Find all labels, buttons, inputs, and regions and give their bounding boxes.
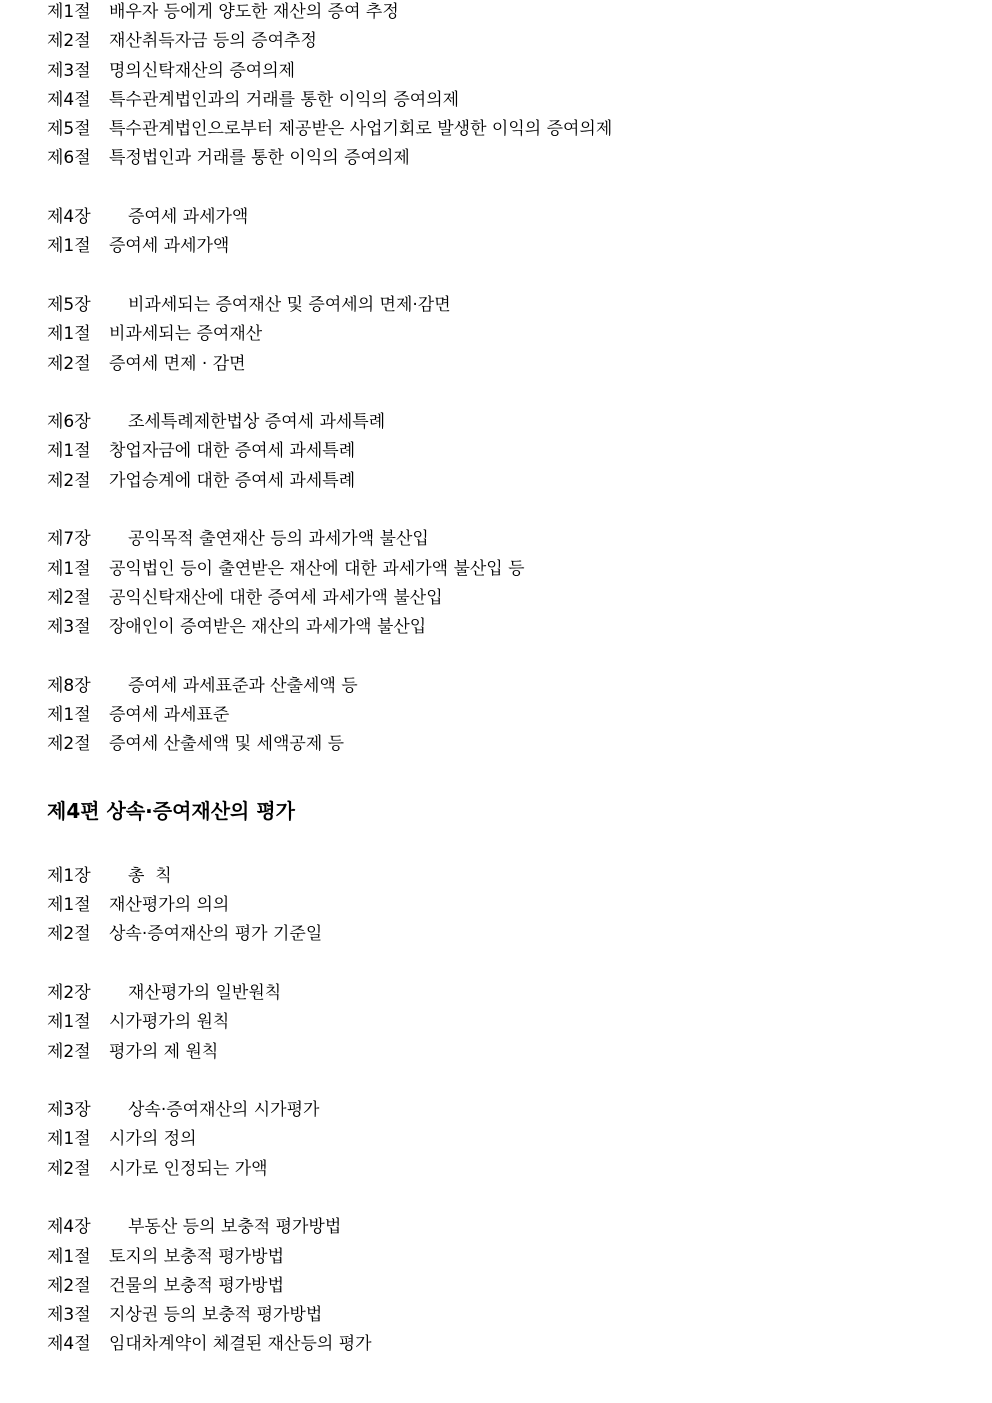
toc-section-line — [47, 0, 977, 29]
section-number: 제1절 — [47, 705, 91, 726]
section-number: 제1절 — [47, 441, 91, 462]
section-number: 제1절 — [47, 895, 91, 916]
toc-section-line — [47, 352, 977, 381]
toc-section-line — [47, 1245, 977, 1274]
section-title: 비과세되는 증여재산 — [109, 324, 263, 345]
section-number: 제2절 — [47, 353, 91, 374]
chapter-title: 부동산 등의 보충적 평가방법 — [128, 1217, 342, 1238]
section-number: 제2절 — [47, 1041, 91, 1062]
toc-section-line — [47, 29, 977, 58]
toc-section-line — [47, 1010, 977, 1039]
spacer — [47, 381, 977, 410]
section-title: 증여세 과세가액 — [109, 236, 230, 257]
chapter-number: 제1장 — [47, 865, 91, 886]
toc-section-line — [47, 1274, 977, 1303]
toc-chapter-line — [47, 674, 977, 703]
toc-chapter-line — [47, 1098, 977, 1127]
toc-section-line — [47, 322, 977, 351]
toc-chapter-line — [47, 1215, 977, 1244]
section-number: 제2절 — [47, 924, 91, 945]
section-title: 특수관계법인과의 거래를 통한 이익의 증여의제 — [109, 89, 460, 110]
toc-section-line — [47, 922, 977, 951]
chapter-number: 제3장 — [47, 1100, 91, 1121]
chapter-number: 제6장 — [47, 412, 91, 433]
section-title: 시가로 인정되는 가액 — [109, 1158, 268, 1179]
chapter-number: 제4장 — [47, 1217, 91, 1238]
chapter-title: 증여세 과세가액 — [128, 207, 249, 228]
toc-section-line — [47, 586, 977, 615]
section-number: 제1절 — [47, 1129, 91, 1150]
toc-chapter-line — [47, 410, 977, 439]
section-number: 제1절 — [47, 1012, 91, 1033]
chapter-title: 공익목적 출연재산 등의 과세가액 불산입 — [128, 529, 429, 550]
section-number: 제2절 — [47, 587, 91, 608]
section-number: 제2절 — [47, 31, 91, 52]
section-number: 제6절 — [47, 148, 91, 169]
section-title: 창업자금에 대한 증여세 과세특례 — [109, 441, 356, 462]
toc-section-line — [47, 1303, 977, 1332]
toc-chapter-line — [47, 293, 977, 322]
section-title: 재산취득자금 등의 증여추정 — [109, 31, 317, 52]
section-title: 가업승계에 대한 증여세 과세특례 — [109, 470, 356, 491]
section-number: 제1절 — [47, 324, 91, 345]
toc-section-line — [47, 1127, 977, 1156]
spacer — [47, 645, 977, 674]
section-title: 배우자 등에게 양도한 재산의 증여 추정 — [109, 2, 399, 22]
spacer — [47, 176, 977, 205]
toc-chapter-line — [47, 205, 977, 234]
toc-section-line — [47, 469, 977, 498]
toc-section-line — [47, 557, 977, 586]
toc-section-line — [47, 1332, 977, 1361]
section-number: 제5절 — [47, 119, 91, 140]
spacer — [47, 952, 977, 981]
chapter-number: 제8장 — [47, 675, 91, 696]
section-title: 재산평가의 의의 — [109, 895, 230, 916]
section-number: 제1절 — [47, 558, 91, 579]
spacer — [47, 762, 977, 791]
spacer — [47, 498, 977, 527]
toc-chapter-line — [47, 864, 977, 893]
section-number: 제4절 — [47, 89, 91, 110]
section-number: 제2절 — [47, 1275, 91, 1296]
toc-chapter-line — [47, 981, 977, 1010]
toc-section-line — [47, 234, 977, 263]
section-number: 제1절 — [47, 236, 91, 257]
section-number: 제2절 — [47, 1158, 91, 1179]
section-number: 제3절 — [47, 617, 91, 638]
section-title: 시가의 정의 — [109, 1129, 197, 1150]
section-number: 제2절 — [47, 734, 91, 755]
toc-section-line — [47, 1157, 977, 1186]
section-number: 제2절 — [47, 470, 91, 491]
toc-section-line — [47, 703, 977, 732]
section-title: 장애인이 증여받은 재산의 과세가액 불산입 — [109, 617, 427, 638]
section-title: 명의신탁재산의 증여의제 — [109, 60, 296, 81]
spacer — [47, 264, 977, 293]
table-of-contents — [47, 0, 977, 1362]
section-title: 건물의 보충적 평가방법 — [109, 1275, 285, 1296]
section-number: 제4절 — [47, 1334, 91, 1355]
section-title: 특수관계법인으로부터 제공받은 사업기회로 발생한 이익의 증여의제 — [109, 119, 613, 140]
chapter-number: 제7장 — [47, 529, 91, 550]
toc-section-line — [47, 146, 977, 175]
chapter-number: 제2장 — [47, 982, 91, 1003]
chapter-title: 비과세되는 증여재산 및 증여세의 면제·감면 — [128, 294, 451, 315]
section-title: 증여세 면제 · 감면 — [109, 353, 246, 374]
section-title: 증여세 산출세액 및 세액공제 등 — [109, 734, 345, 755]
spacer — [47, 1186, 977, 1215]
chapter-title: 총 칙 — [128, 865, 172, 886]
toc-section-line — [47, 59, 977, 88]
spacer — [47, 835, 977, 864]
chapter-number: 제5장 — [47, 294, 91, 315]
spacer — [47, 1069, 977, 1098]
section-number: 제1절 — [47, 1246, 91, 1267]
section-number: 제1절 — [47, 2, 91, 22]
section-title: 평가의 제 원칙 — [109, 1041, 219, 1062]
section-title: 임대차계약이 체결된 재산등의 평가 — [109, 1334, 372, 1355]
chapter-title: 재산평가의 일반원칙 — [128, 982, 282, 1003]
section-number: 제3절 — [47, 60, 91, 81]
chapter-title: 증여세 과세표준과 산출세액 등 — [128, 675, 358, 696]
section-title: 상속·증여재산의 평가 기준일 — [109, 924, 323, 945]
section-title: 공익법인 등이 출연받은 재산에 대한 과세가액 불산입 등 — [109, 558, 525, 579]
toc-section-line — [47, 88, 977, 117]
section-title: 시가평가의 원칙 — [109, 1012, 230, 1033]
toc-section-line — [47, 893, 977, 922]
toc-chapter-line — [47, 527, 977, 556]
toc-section-line — [47, 732, 977, 761]
toc-section-line — [47, 615, 977, 644]
section-title: 공익신탁재산에 대한 증여세 과세가액 불산입 — [109, 587, 443, 608]
section-title: 증여세 과세표준 — [109, 705, 230, 726]
chapter-number: 제4장 — [47, 207, 91, 228]
part-heading: 제4편 상속·증여재산의 평가 — [47, 798, 295, 823]
toc-section-line — [47, 117, 977, 146]
chapter-title: 상속·증여재산의 시가평가 — [128, 1100, 320, 1121]
toc-section-line — [47, 1040, 977, 1069]
chapter-title: 조세특례제한법상 증여세 과세특례 — [128, 412, 386, 433]
section-title: 특정법인과 거래를 통한 이익의 증여의제 — [109, 148, 410, 169]
section-title: 지상권 등의 보충적 평가방법 — [109, 1305, 323, 1326]
section-number: 제3절 — [47, 1305, 91, 1326]
section-title: 토지의 보충적 평가방법 — [109, 1246, 285, 1267]
toc-section-line — [47, 439, 977, 468]
